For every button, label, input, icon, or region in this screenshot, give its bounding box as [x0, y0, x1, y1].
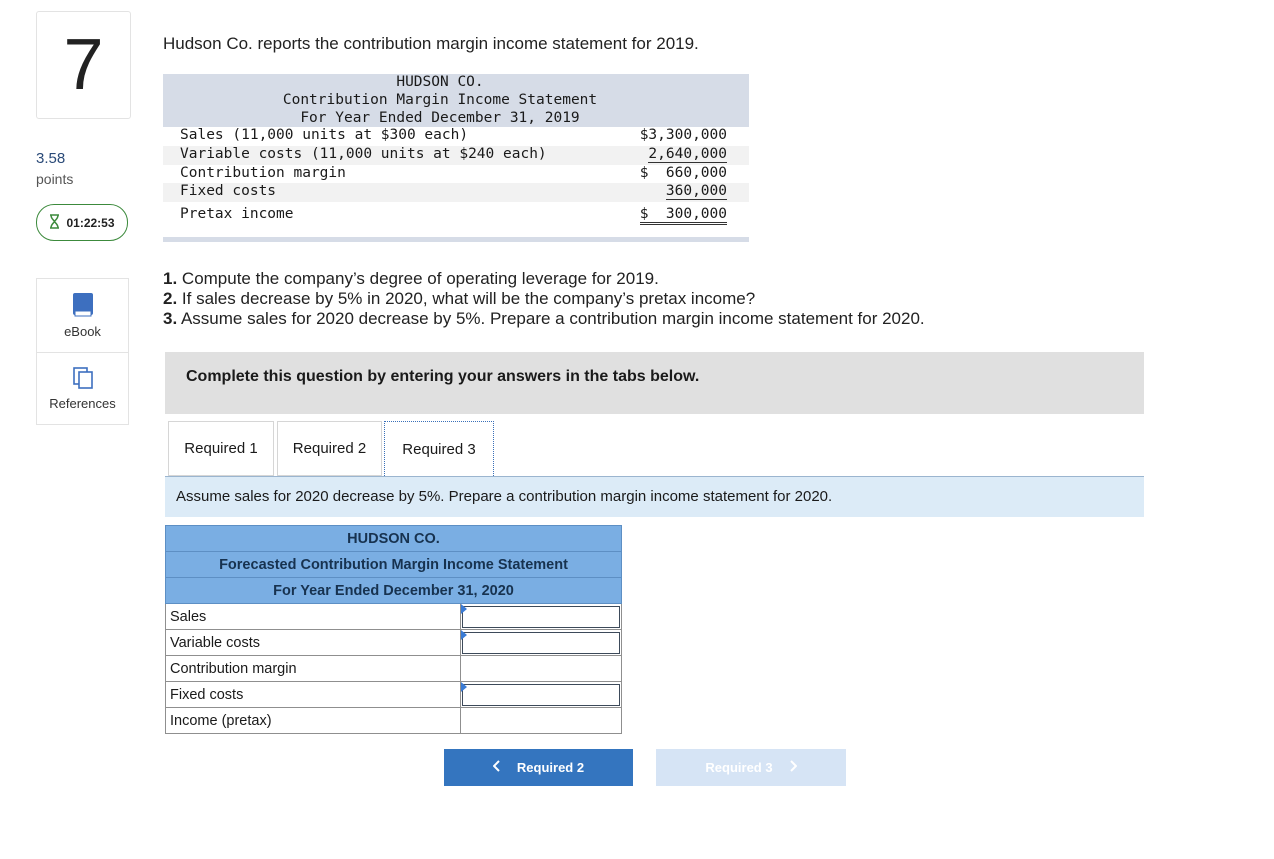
timer[interactable]: [36, 204, 128, 241]
tab-required-1[interactable]: Required 1: [168, 421, 274, 476]
table-header-period: For Year Ended December 31, 2020: [166, 578, 622, 604]
question-item: 1. Compute the company’s degree of operating leverage for 2019.: [163, 269, 659, 288]
statement-row-label: Pretax income: [180, 206, 294, 222]
row-label-pretax-income: Income (pretax): [166, 708, 461, 734]
statement-row-label: Fixed costs: [180, 183, 277, 199]
variable-costs-input-cell: [461, 630, 622, 656]
statement-header: [163, 74, 749, 127]
ebook-button[interactable]: [36, 278, 129, 353]
intro-text: Hudson Co. reports the contribution margin income statement for 2019.: [163, 34, 699, 53]
sales-input[interactable]: [462, 606, 620, 628]
statement-row: [163, 206, 749, 225]
prev-required-label: Required 2: [516, 760, 585, 775]
question-list: [163, 269, 925, 329]
documents-icon: [72, 366, 94, 390]
table-row: [166, 708, 622, 734]
statement-row-label: Contribution margin: [180, 165, 346, 181]
pretax-income-input-cell: [461, 708, 622, 734]
references-label: References: [49, 396, 116, 411]
table-row: [166, 630, 622, 656]
question-item: 2. If sales decrease by 5% in 2020, what will be the company’s pretax income?: [163, 289, 756, 308]
sales-input-cell: [461, 604, 622, 630]
fixed-costs-input[interactable]: [462, 684, 620, 706]
instruction-banner: Complete this question by entering your answers in the tabs below.: [165, 352, 1144, 414]
next-required-button[interactable]: [656, 749, 846, 786]
chevron-left-icon: [493, 760, 501, 775]
statement-title-period: For Year Ended December 31, 2019: [300, 110, 580, 126]
ebook-label: eBook: [64, 324, 101, 339]
statement-row-value: $3,300,000: [639, 127, 727, 143]
statement-row-label: Variable costs (11,000 units at $240 each): [180, 146, 547, 162]
statement-row: [163, 165, 749, 184]
timer-value: 01:22:53: [66, 215, 115, 230]
statement-row: [163, 183, 749, 202]
statement-row-value: $ 300,000: [640, 206, 727, 225]
fixed-costs-input-cell: [461, 682, 622, 708]
pretax-income-input[interactable]: [462, 710, 620, 732]
row-label-contribution-margin: Contribution margin: [166, 656, 461, 682]
statement-2019: [163, 74, 749, 242]
table-row: [166, 656, 622, 682]
hourglass-icon: [49, 214, 60, 232]
chevron-right-icon: [789, 760, 797, 775]
table-header-company: HUDSON CO.: [166, 526, 622, 552]
contribution-margin-input-cell: [461, 656, 622, 682]
tab-instruction: Assume sales for 2020 decrease by 5%. Prepare a contribution margin income statement for 2020.: [165, 477, 1144, 517]
tab-required-3[interactable]: Required 3: [384, 421, 494, 476]
question-item: 3. Assume sales for 2020 decrease by 5%. Prepare a contribution margin income statement for 2020.: [163, 309, 925, 328]
statement-row-value: 360,000: [665, 183, 727, 199]
points-value: 3.58: [36, 150, 66, 167]
table-row: [166, 682, 622, 708]
statement-row-label: Sales (11,000 units at $300 each): [180, 127, 469, 143]
references-button[interactable]: [36, 353, 129, 425]
table-row: [166, 604, 622, 630]
statement-row: [163, 146, 749, 165]
input-marker-icon: [461, 604, 467, 614]
row-label-variable-costs: Variable costs: [166, 630, 461, 656]
points-label: points: [36, 171, 74, 187]
question-number: 7: [36, 11, 131, 119]
statement-title-name: Contribution Margin Income Statement: [282, 92, 598, 108]
statement-row-value: $ 660,000: [639, 165, 727, 181]
tab-required-2[interactable]: Required 2: [277, 421, 382, 476]
forecast-statement-table: [165, 525, 622, 734]
input-marker-icon: [461, 630, 467, 640]
book-icon: [72, 292, 94, 318]
row-label-fixed-costs: Fixed costs: [166, 682, 461, 708]
row-label-sales: Sales: [166, 604, 461, 630]
table-header-title: Forecasted Contribution Margin Income Statement: [166, 552, 622, 578]
next-required-label: Required 3: [705, 760, 773, 775]
contribution-margin-input[interactable]: [462, 658, 620, 680]
variable-costs-input[interactable]: [462, 632, 620, 654]
statement-footer-bar: [163, 237, 749, 242]
input-marker-icon: [461, 682, 467, 692]
statement-row: [163, 127, 749, 146]
statement-row-value: 2,640,000: [648, 146, 727, 162]
prev-required-button[interactable]: [444, 749, 633, 786]
statement-title-company: HUDSON CO.: [396, 74, 484, 90]
